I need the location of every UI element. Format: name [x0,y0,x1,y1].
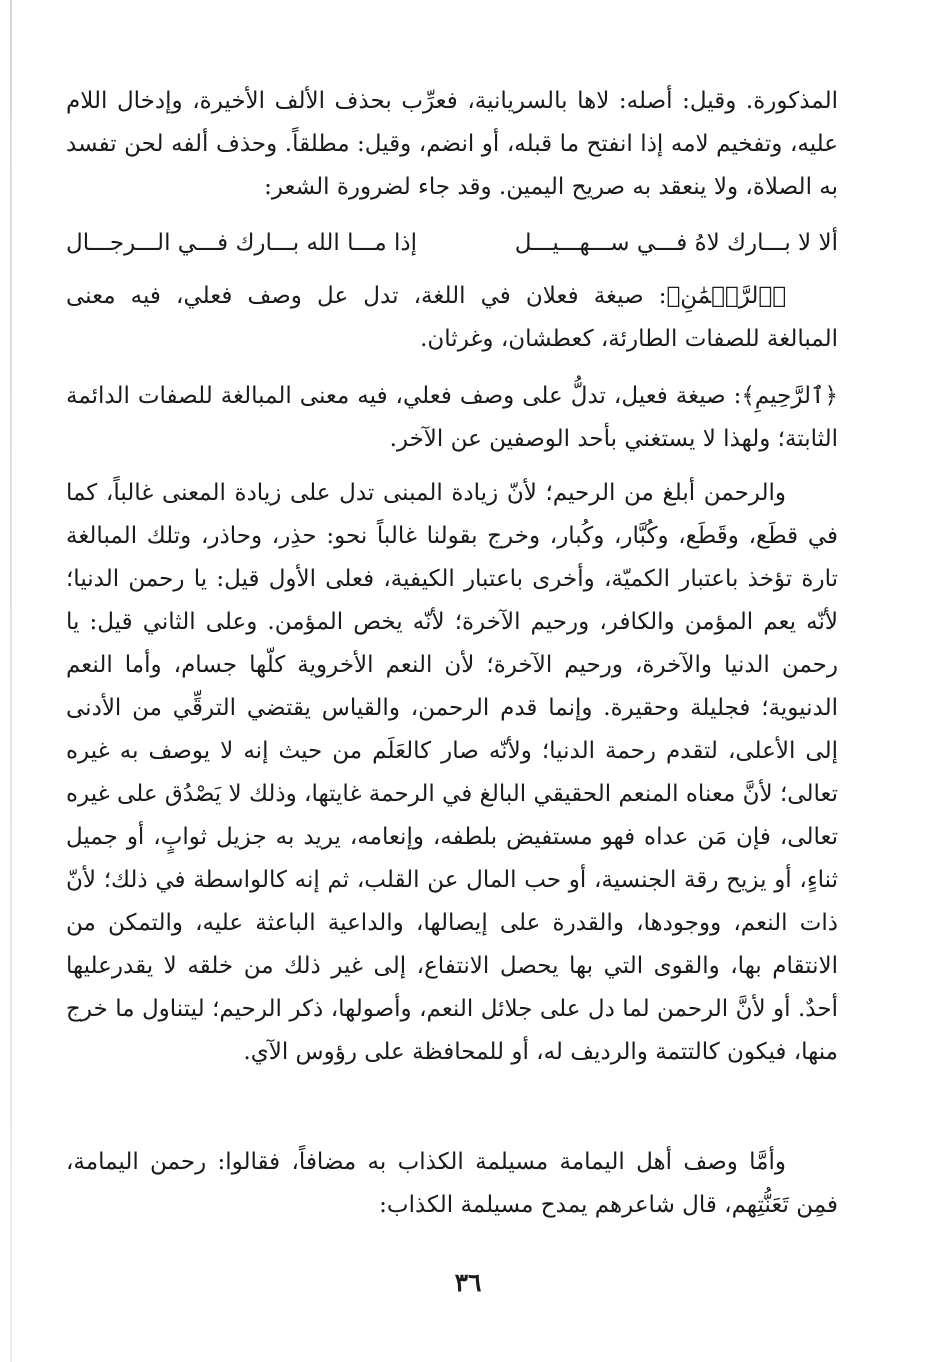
paragraph-etymology: المذكورة. وقيل: أصله: لاها بالسريانية، فعرِّب بحذف الألف الأخيرة، وإدخال اللام عليه، وتفخيم لامه إذا انفتح ما قبله، أو انضم، وقيل: مطلقاً. وحذف ألفه لحن تفسد به الصلاة، ولا ينعقد به صريح اليمين. وقد جاء لضرورة الشعر: [66,88,838,200]
page-number: ٣٦ [454,1268,482,1297]
poem-first-hemistich: ألا لا بـــارك لاهُ فـــي ســـهـــيـــل [514,230,838,256]
poem-second-hemistich: إذا مـــا الله بـــارك فـــي الـــرجـــال [66,230,417,256]
poem-verse [66,222,838,265]
page-edge-shadow [10,0,12,1362]
paragraph-yamama: وأمَّا وصف أهل اليمامة مسيلمة الكذاب به مضافاً، فقالوا: رحمن اليمامة، فمِن تَعَنُّتِهم، قال شاعرهم يمدح مسيلمة الكذاب: [66,1149,838,1218]
paragraph-al-rahim: ﴿ٱلرَّحِيمِ﴾: صيغة فعيل، تدلُّ على وصف فعلي، فيه معنى المبالغة للصفات الدائمة الثابتة؛ ولهذا لا يستغني بأحد الوصفين عن الآخر. [66,383,838,452]
paragraph-comparison: والرحمن أبلغ من الرحيم؛ لأنّ زيادة المبنى تدل على زيادة المعنى غالباً، كما في قطَع، وقَطَع، وكُبَّار، وكُبار، وخرج بقولنا غالباً نحو: حذِر، وحاذر، وتلك المبالغة تارة تؤخذ باعتبار الكميّة، وأخرى باعتبار الكيفية، فعلى الأول قيل: يا رحمن الدنيا؛ لأنّه يعم المؤمن والكافر، ورحيم الآخرة؛ لأنّه يخص المؤمن. وعلى الثاني قيل: يا رحمن الدنيا والآخرة، ورحيم الآخرة؛ لأن النعم الأخروية كلّها جسام، وأما النعم الدنيوية؛ فجليلة وحقيرة. وإنما قدم الرحمن، والقياس يقتضي الترقِّي من الأدنى إلى الأعلى، لتقدم رحمة الدنيا؛ ولأنّه صار كالعَلَم من حيث إنه لا يوصف به غيره تعالى؛ لأنَّ معناه المنعم الحقيقي البالغ في الرحمة غايتها، وذلك لا يَصْدُق على غيره تعالى، فإن مَن عداه فهو مستفيض بلطفه، وإنعامه، يريد به جزيل ثوابٍ، أو جميل ثناءٍ، أو يزيح رقة الجنسية، أو حب المال عن القلب، ثم إنه كالواسطة في ذلك؛ لأنّ ذات النعم، ووجودها، والقدرة على إيصالها، والداعية الباعثة عليه، والتمكن من الانتقام بها، والقوى التي بها يحصل الانتفاع، إلى غير ذلك من خلقه لا يقدرعليها أحدٌ. أو لأنَّ الرحمن لما دل على جلائل النعم، وأصولها، ذكر الرحيم؛ ليتناول ما خرج منها، فيكون كالتتمة والرديف له، أو للمحافظة على رؤوس الآي. [66,480,838,1065]
paragraph-al-rahman: ﴿ٱلرَّحۡمَٰنِ﴾: صيغة فعلان في اللغة، تدل عل وصف فعلي، فيه معنى المبالغة للصفات الطارئة، كعطشان، وغرثان. [66,283,838,352]
